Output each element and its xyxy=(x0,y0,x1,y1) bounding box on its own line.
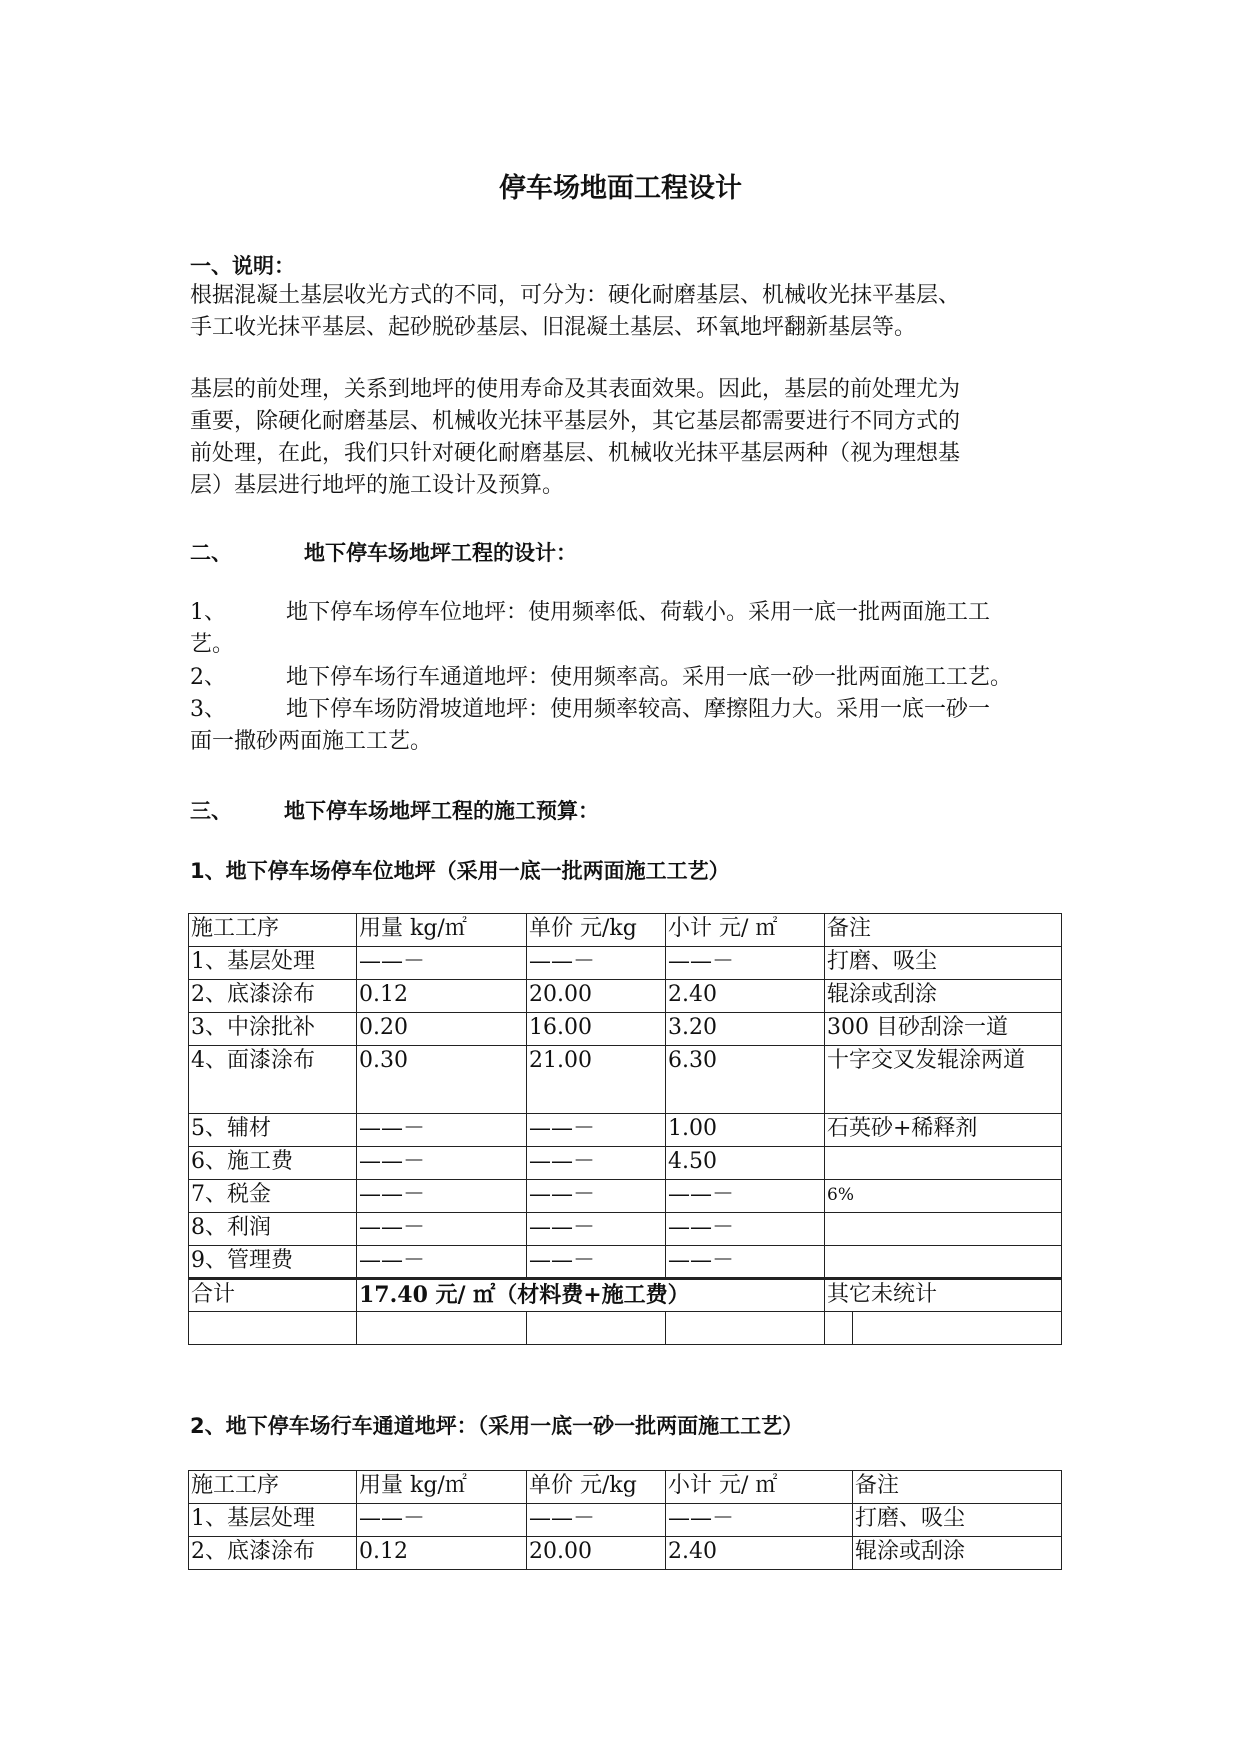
table-cell xyxy=(825,1312,853,1345)
paragraph-line: 重要，除硬化耐磨基层、机械收光抹平基层外，其它基层都需要进行不同方式的 xyxy=(190,409,961,434)
table-cell xyxy=(527,1312,666,1345)
cost-table-parking-space xyxy=(188,913,1062,1345)
table-cell: ——－ xyxy=(527,1504,666,1537)
table-cell xyxy=(357,1312,527,1345)
header-cell: 备注 xyxy=(825,914,1062,947)
table-cell: 8、利润 xyxy=(189,1213,357,1246)
item-text-cont: 艺。 xyxy=(190,632,235,657)
header-cell: 小计 元/ ㎡ xyxy=(666,1471,853,1504)
table-row xyxy=(189,1537,1062,1570)
section-number: 二、 xyxy=(190,541,232,565)
table-cell: ——－ xyxy=(527,1114,666,1147)
table-cell: 20.00 xyxy=(527,980,666,1013)
table-header-row xyxy=(189,1471,1062,1504)
subsection-1-heading: 1、地下停车场停车位地坪（采用一底一批两面施工工艺） xyxy=(190,859,730,883)
table-cell xyxy=(825,1213,1062,1246)
table-cell: ——－ xyxy=(527,1147,666,1180)
table-cell: 9、管理费 xyxy=(189,1246,357,1279)
table-header-row xyxy=(189,914,1062,947)
table-cell: ——－ xyxy=(357,947,527,980)
table-cell: ——－ xyxy=(527,1213,666,1246)
table-cell: ——－ xyxy=(527,1180,666,1213)
table-cell: 打磨、吸尘 xyxy=(853,1504,1062,1537)
table-cell: 21.00 xyxy=(527,1046,666,1114)
table-row xyxy=(189,1246,1062,1279)
design-item-3 xyxy=(190,694,990,758)
section-title: 地下停车场地坪工程的施工预算： xyxy=(284,799,599,823)
table-cell: 2、底漆涂布 xyxy=(189,1537,357,1570)
header-cell: 用量 kg/㎡ xyxy=(357,1471,527,1504)
cost-table-driveway xyxy=(188,1470,1062,1570)
table-cell: ——－ xyxy=(527,947,666,980)
table-cell: ——－ xyxy=(666,1180,825,1213)
table-row xyxy=(189,980,1062,1013)
table-cell: 2、底漆涂布 xyxy=(189,980,357,1013)
table-cell: 6% xyxy=(825,1180,1062,1213)
design-item-2 xyxy=(190,662,1012,694)
table-cell: 2.40 xyxy=(666,980,825,1013)
table-cell: 4、面漆涂布 xyxy=(189,1046,357,1114)
paragraph-line: 手工收光抹平基层、起砂脱砂基层、旧混凝土基层、环氧地坪翻新基层等。 xyxy=(190,315,917,340)
section-3-heading xyxy=(190,795,599,825)
table-cell: 0.30 xyxy=(357,1046,527,1114)
table-cell: 5、辅材 xyxy=(189,1114,357,1147)
item-text: 地下停车场防滑坡道地坪：使用频率较高、摩擦阻力大。采用一底一砂一 xyxy=(286,697,991,722)
table-cell: ——－ xyxy=(666,1504,853,1537)
table-cell: 0.12 xyxy=(357,1537,527,1570)
table-row xyxy=(189,1013,1062,1046)
table-cell: ——－ xyxy=(527,1246,666,1279)
table-row xyxy=(189,1114,1062,1147)
paragraph-line: 层）基层进行地坪的施工设计及预算。 xyxy=(190,473,565,498)
table-cell: 十字交叉发辊涂两道 xyxy=(825,1046,1062,1114)
table-cell: 打磨、吸尘 xyxy=(825,947,1062,980)
table-cell: ——－ xyxy=(357,1180,527,1213)
table-cell: ——－ xyxy=(357,1246,527,1279)
header-cell: 施工工序 xyxy=(189,914,357,947)
table-cell: ——－ xyxy=(357,1213,527,1246)
section-2-heading xyxy=(190,537,577,567)
header-cell: 用量 kg/㎡ xyxy=(357,914,527,947)
table-cell: 16.00 xyxy=(527,1013,666,1046)
table-cell xyxy=(189,1312,357,1345)
table-cell: 6.30 xyxy=(666,1046,825,1114)
total-note: 其它未统计 xyxy=(825,1279,1062,1312)
table-cell: 20.00 xyxy=(527,1537,666,1570)
table-cell: 辊涂或刮涂 xyxy=(853,1537,1062,1570)
table-cell: ——－ xyxy=(666,1246,825,1279)
table-cell xyxy=(825,1246,1062,1279)
table-total-row xyxy=(189,1279,1062,1312)
table-row xyxy=(189,1180,1062,1213)
subsection-2-heading: 2、地下停车场行车通道地坪：（采用一底一砂一批两面施工工艺） xyxy=(190,1414,804,1438)
paragraph-line: 根据混凝土基层收光方式的不同，可分为：硬化耐磨基层、机械收光抹平基层、 xyxy=(190,283,961,308)
section-1-heading: 一、说明： xyxy=(190,254,295,278)
table-cell: 1、基层处理 xyxy=(189,947,357,980)
table-cell: ——－ xyxy=(666,947,825,980)
table-cell xyxy=(825,1147,1062,1180)
header-cell: 小计 元/ ㎡ xyxy=(666,914,825,947)
table-cell: 4.50 xyxy=(666,1147,825,1180)
section-1-paragraph-2 xyxy=(190,374,960,502)
item-number: 3、 xyxy=(190,697,226,722)
item-text: 地下停车场行车通道地坪：使用频率高。采用一底一砂一批两面施工工艺。 xyxy=(286,665,1013,690)
table-cell: ——－ xyxy=(357,1147,527,1180)
table-cell: ——－ xyxy=(357,1504,527,1537)
table-cell: 6、施工费 xyxy=(189,1147,357,1180)
paragraph-line: 前处理，在此，我们只针对硬化耐磨基层、机械收光抹平基层两种（视为理想基 xyxy=(190,441,961,466)
section-number: 三、 xyxy=(190,799,232,823)
table-cell xyxy=(853,1312,1062,1345)
table-cell xyxy=(666,1312,825,1345)
table-cell: 0.12 xyxy=(357,980,527,1013)
header-cell: 施工工序 xyxy=(189,1471,357,1504)
table-row xyxy=(189,1046,1062,1114)
table-cell: 1、基层处理 xyxy=(189,1504,357,1537)
table-cell: 7、税金 xyxy=(189,1180,357,1213)
item-text: 地下停车场停车位地坪：使用频率低、荷载小。采用一底一批两面施工工 xyxy=(286,600,991,625)
total-value: 17.40 元/ ㎡（材料费+施工费） xyxy=(357,1279,825,1312)
table-cell: 石英砂+稀释剂 xyxy=(825,1114,1062,1147)
page-title: 停车场地面工程设计 xyxy=(499,173,742,204)
table-cell: 300 目砂刮涂一道 xyxy=(825,1013,1062,1046)
table-cell: 1.00 xyxy=(666,1114,825,1147)
design-item-1 xyxy=(190,597,990,661)
section-1-paragraph-1 xyxy=(190,280,960,344)
table-cell: 3.20 xyxy=(666,1013,825,1046)
table-row xyxy=(189,1147,1062,1180)
paragraph-line: 基层的前处理，关系到地坪的使用寿命及其表面效果。因此，基层的前处理尤为 xyxy=(190,377,961,402)
item-text-cont: 面一撒砂两面施工工艺。 xyxy=(190,729,433,754)
table-row xyxy=(189,1504,1062,1537)
header-cell: 备注 xyxy=(853,1471,1062,1504)
item-number: 2、 xyxy=(190,665,226,690)
table-cell: 辊涂或刮涂 xyxy=(825,980,1062,1013)
total-label: 合计 xyxy=(189,1279,357,1312)
header-cell: 单价 元/kg xyxy=(527,1471,666,1504)
table-cell: ——－ xyxy=(666,1213,825,1246)
section-title: 地下停车场地坪工程的设计： xyxy=(304,541,577,565)
table-cell: 0.20 xyxy=(357,1013,527,1046)
table-empty-row xyxy=(189,1312,1062,1345)
table-cell: ——－ xyxy=(357,1114,527,1147)
item-number: 1、 xyxy=(190,600,226,625)
table-cell: 3、中涂批补 xyxy=(189,1013,357,1046)
table-row xyxy=(189,1213,1062,1246)
table-cell: 2.40 xyxy=(666,1537,853,1570)
table-row xyxy=(189,947,1062,980)
header-cell: 单价 元/kg xyxy=(527,914,666,947)
